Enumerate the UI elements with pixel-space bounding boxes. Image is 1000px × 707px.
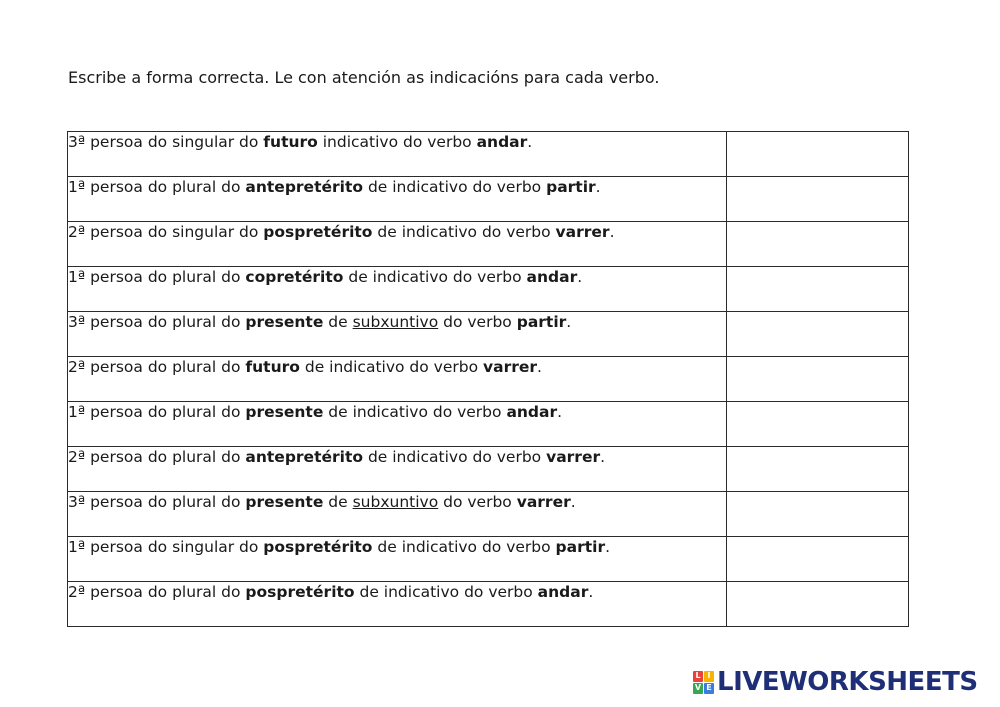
prompt-text: de indicativo do verbo: [363, 448, 547, 466]
verb-prompt: [68, 222, 727, 267]
prompt-text: .: [577, 268, 583, 286]
answer-cell: [726, 222, 908, 267]
prompt-text: de indicativo do verbo: [323, 403, 507, 421]
bold-term: futuro: [263, 133, 318, 151]
verb-prompt: [68, 537, 727, 582]
answer-cell: [726, 267, 908, 312]
prompt-text: 3ª persoa do singular do: [68, 133, 264, 151]
prompt-text: 2ª persoa do plural do: [68, 358, 246, 376]
bold-term: presente: [245, 313, 324, 331]
exercise-rows: [68, 132, 909, 627]
bold-term: pospretérito: [263, 538, 373, 556]
verb-prompt: [68, 492, 727, 537]
prompt-text: .: [537, 358, 542, 376]
prompt-text: de: [323, 313, 353, 331]
prompt-text: .: [566, 313, 572, 331]
prompt-text: .: [557, 403, 563, 421]
underlined-term: subxuntivo: [352, 313, 439, 331]
bold-term: copretérito: [245, 268, 344, 286]
answer-input[interactable]: [727, 312, 908, 356]
verb-prompt: [68, 177, 727, 222]
prompt-text: 1ª persoa do singular do: [68, 538, 264, 556]
logo-mark-icon: [693, 671, 714, 694]
answer-input[interactable]: [727, 492, 908, 536]
prompt-text: 3ª persoa do plural do: [68, 313, 246, 331]
prompt-text: 1ª persoa do plural do: [68, 403, 246, 421]
answer-input[interactable]: [727, 582, 908, 626]
answer-input[interactable]: [727, 402, 908, 446]
prompt-text: de indicativo do verbo: [354, 583, 538, 601]
bold-term: presente: [245, 403, 324, 421]
bold-term: varrer: [516, 493, 571, 511]
answer-input[interactable]: [727, 357, 908, 401]
logo-mark-tile: V: [694, 683, 702, 692]
table-row: [68, 312, 909, 357]
verb-prompt: [68, 312, 727, 357]
verb-prompt: [68, 267, 727, 312]
answer-cell: [726, 492, 908, 537]
answer-input[interactable]: [727, 222, 908, 266]
bold-term: varrer: [546, 448, 601, 466]
bold-term: antepretérito: [245, 448, 364, 466]
verb-prompt: [68, 402, 727, 447]
logo-mark-tile: L: [693, 671, 703, 682]
table-row: [68, 177, 909, 222]
table-row: [68, 492, 909, 537]
bold-term: partir: [546, 178, 596, 196]
bold-term: futuro: [245, 358, 300, 376]
answer-input[interactable]: [727, 267, 908, 311]
answer-cell: [726, 582, 908, 627]
answer-cell: [726, 402, 908, 447]
table-row: [68, 222, 909, 267]
answer-input[interactable]: [727, 132, 908, 176]
instructions-text: Escribe a forma correcta. Le con atención as indicacións para cada verbo.: [68, 68, 660, 87]
prompt-text: .: [605, 538, 611, 556]
answer-cell: [726, 312, 908, 357]
prompt-text: .: [600, 448, 606, 466]
bold-term: presente: [245, 493, 324, 511]
prompt-text: .: [570, 493, 576, 511]
prompt-text: de indicativo do verbo: [372, 223, 556, 241]
bold-term: pospretérito: [263, 223, 373, 241]
bold-term: andar: [537, 583, 589, 601]
bold-term: andar: [526, 268, 578, 286]
table-row: [68, 267, 909, 312]
answer-input[interactable]: [727, 177, 908, 221]
liveworksheets-logo: [693, 668, 978, 696]
table-row: [68, 447, 909, 492]
verb-prompt: [68, 582, 727, 627]
answer-cell: [726, 132, 908, 177]
table-row: [68, 132, 909, 177]
answer-cell: [726, 177, 908, 222]
table-row: [68, 537, 909, 582]
underlined-term: subxuntivo: [352, 493, 439, 511]
prompt-text: 2ª persoa do singular do: [68, 223, 264, 241]
bold-term: varrer: [555, 223, 610, 241]
answer-input[interactable]: [727, 537, 908, 581]
answer-input[interactable]: [727, 447, 908, 491]
verb-prompt: [68, 447, 727, 492]
bold-term: andar: [506, 403, 558, 421]
verb-prompt: [68, 132, 727, 177]
verb-prompt: [68, 357, 727, 402]
prompt-text: .: [588, 583, 594, 601]
bold-term: andar: [476, 133, 528, 151]
bold-term: partir: [516, 313, 567, 331]
bold-term: antepretérito: [245, 178, 364, 196]
prompt-text: 1ª persoa do plural do: [68, 268, 246, 286]
prompt-text: 3ª persoa do plural do: [68, 493, 246, 511]
logo-mark-tile: E: [704, 683, 714, 694]
prompt-text: do verbo: [438, 313, 517, 331]
bold-term: pospretérito: [245, 583, 355, 601]
prompt-text: .: [527, 133, 533, 151]
bold-term: varrer: [483, 358, 538, 376]
prompt-text: .: [609, 223, 615, 241]
prompt-text: de indicativo do verbo: [363, 178, 547, 196]
table-row: [68, 357, 909, 402]
prompt-text: indicativo do verbo: [317, 133, 477, 151]
answer-cell: [726, 447, 908, 492]
answer-cell: [726, 537, 908, 582]
prompt-text: 2ª persoa do plural do: [68, 448, 246, 466]
prompt-text: do verbo: [438, 493, 517, 511]
prompt-text: de indicativo do verbo: [299, 358, 483, 376]
logo-mark-tile: I: [704, 671, 714, 682]
prompt-text: 2ª persoa do plural do: [68, 583, 246, 601]
prompt-text: 1ª persoa do plural do: [68, 178, 246, 196]
logo-text: LIVEWORKSHEETS: [717, 667, 978, 697]
prompt-text: .: [595, 178, 601, 196]
prompt-text: de indicativo do verbo: [343, 268, 527, 286]
prompt-text: de indicativo do verbo: [372, 538, 556, 556]
answer-cell: [726, 357, 908, 402]
table-row: [68, 402, 909, 447]
bold-term: partir: [555, 538, 606, 556]
prompt-text: de: [323, 493, 353, 511]
exercise-table: [67, 131, 909, 627]
table-row: [68, 582, 909, 627]
